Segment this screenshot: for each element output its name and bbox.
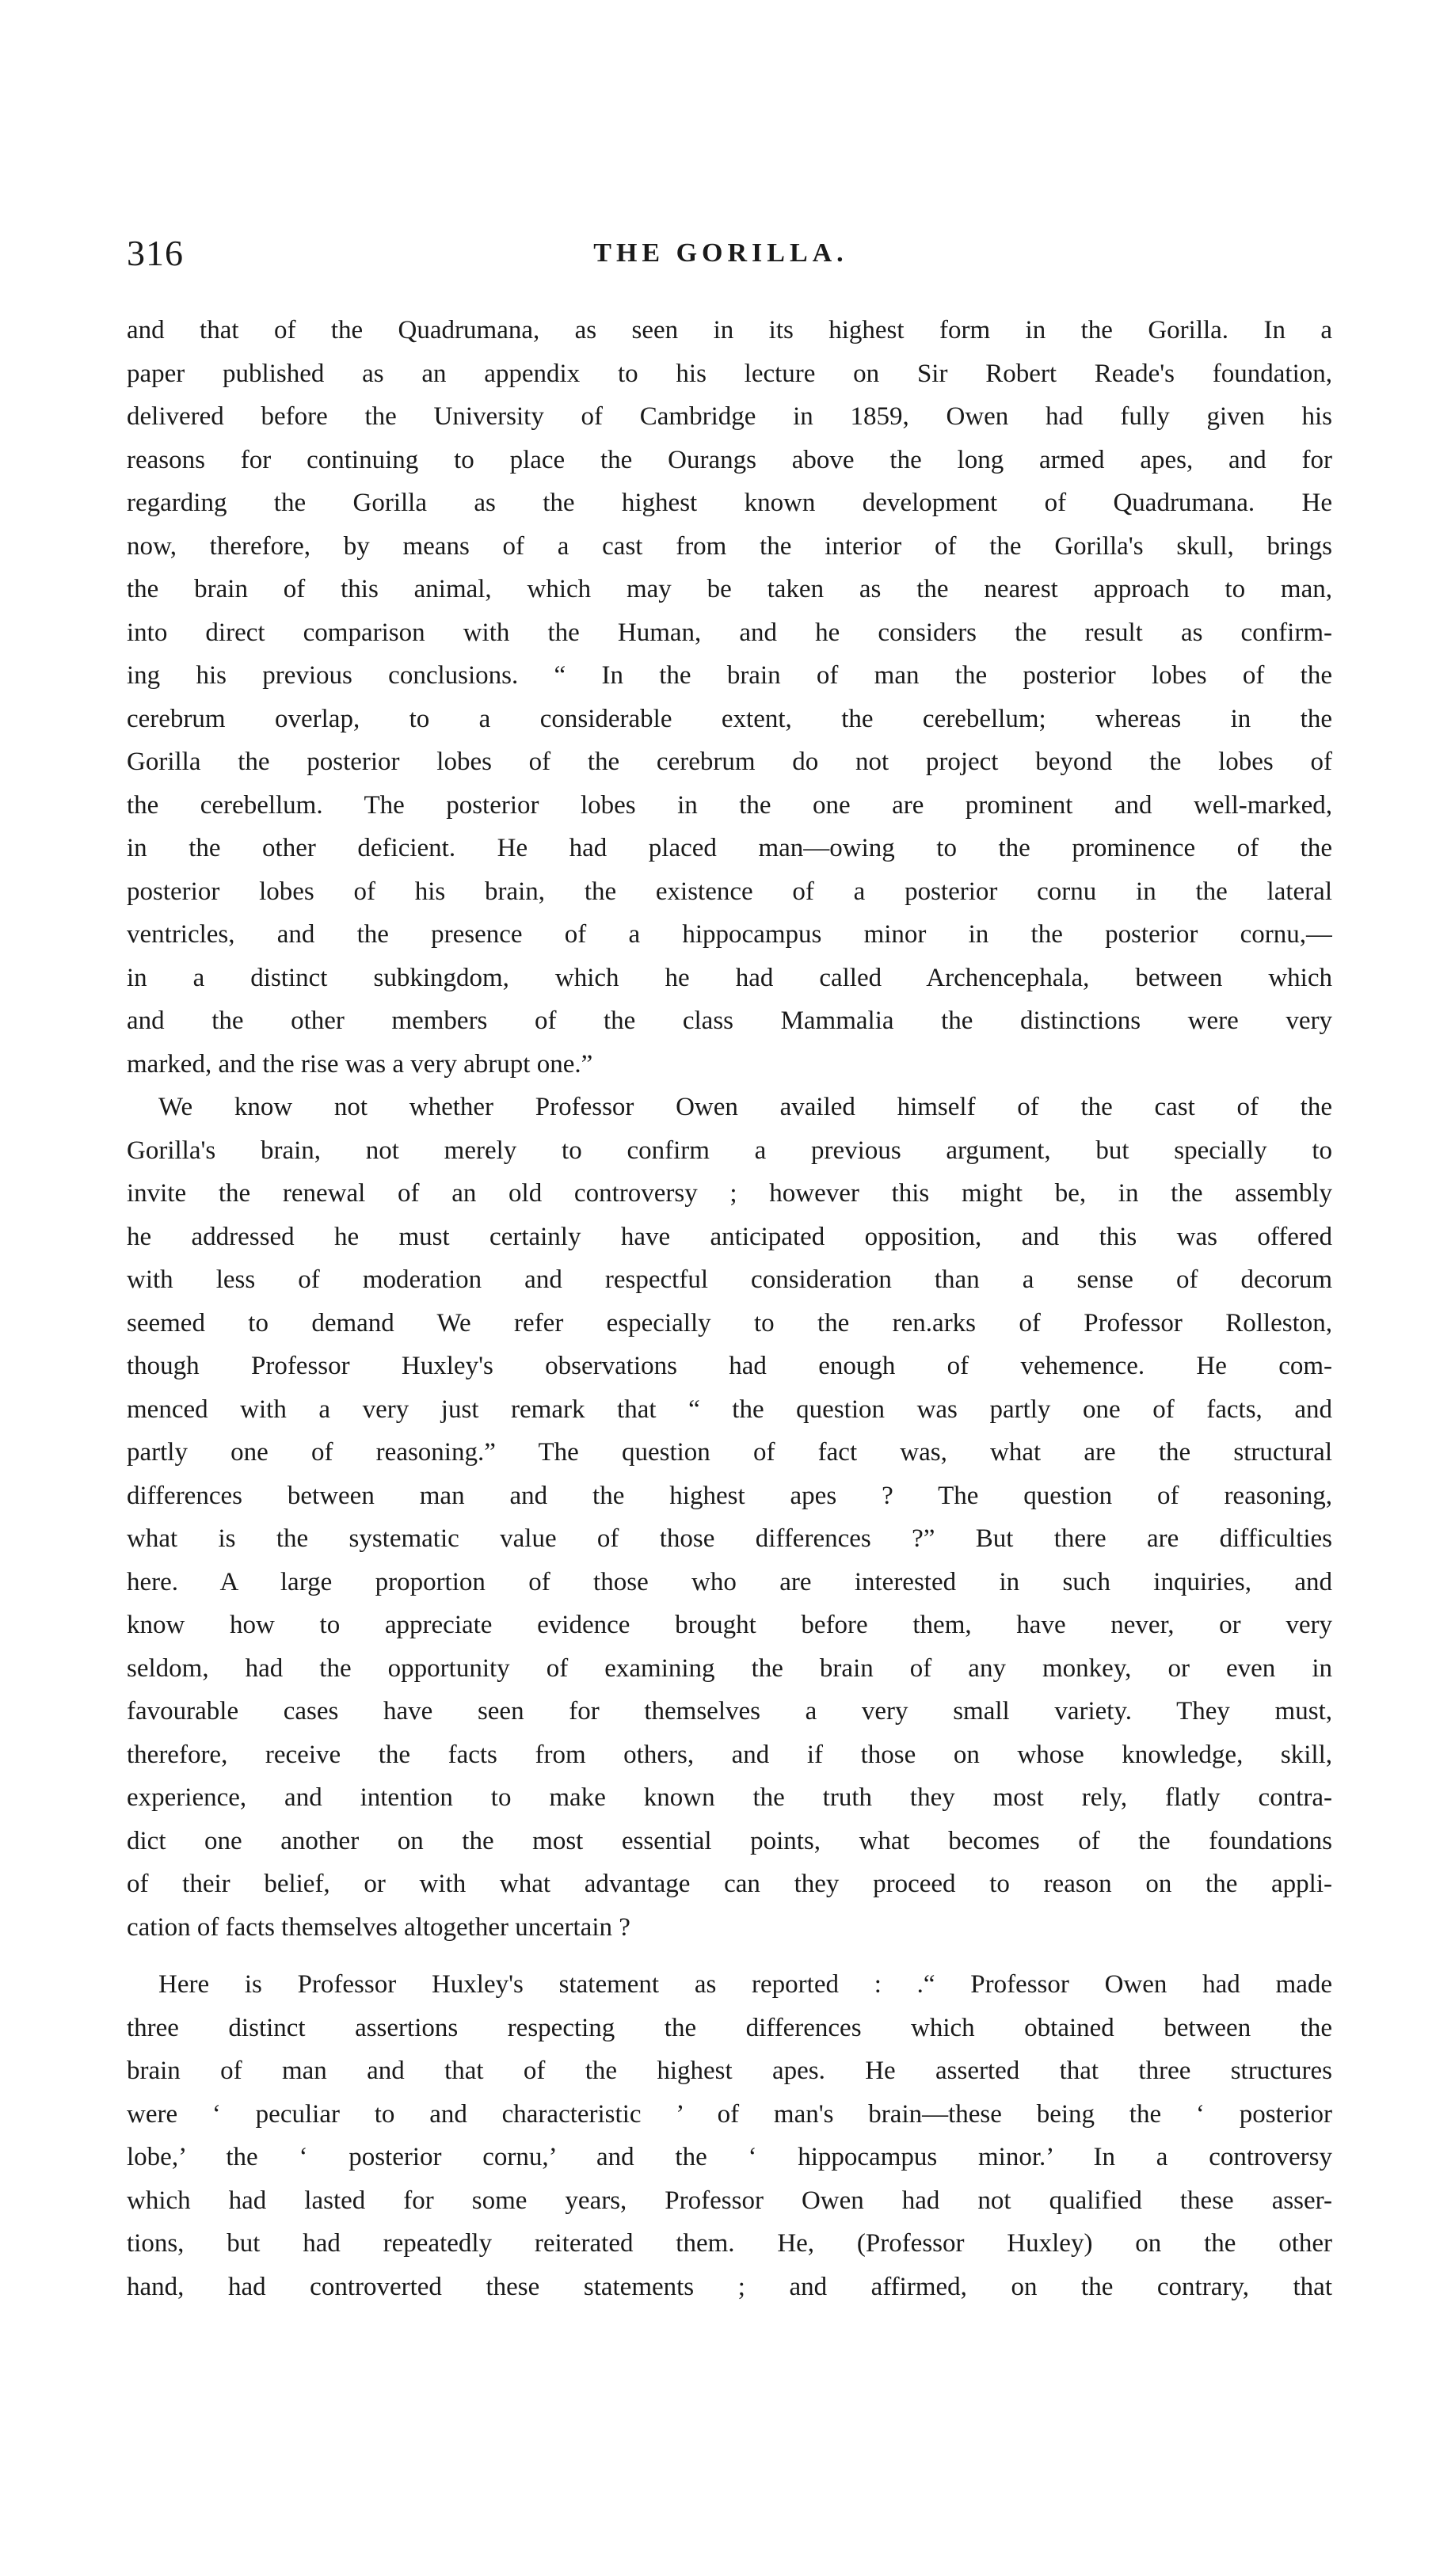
text-line: paper published as an appendix to his lecture on Sir Robert Reade's foundation,	[127, 359, 1332, 388]
text-line: ventricles, and the presence of a hippocampus minor in the posterior cornu,—	[127, 920, 1332, 949]
text-line: and the other members of the class Mammalia the distinctions were very	[127, 1006, 1332, 1035]
text-line: brain of man and that of the highest apes. He asserted that three structures	[127, 2057, 1332, 2085]
text-line: three distinct assertions respecting the differences which obtained between the	[127, 2013, 1332, 2042]
text-line: menced with a very just remark that “ the question was partly one of facts, and	[127, 1395, 1332, 1424]
text-line: Gorilla the posterior lobes of the cerebrum do not project beyond the lobes of	[127, 748, 1332, 776]
text-line: the brain of this animal, which may be taken as the nearest approach to man,	[127, 575, 1332, 603]
text-line: posterior lobes of his brain, the existence of a posterior cornu in the lateral	[127, 877, 1332, 906]
text-line: dict one another on the most essential points, what becomes of the foundations	[127, 1826, 1332, 1855]
text-line: partly one of reasoning.” The question of fact was, what are the structural	[127, 1438, 1332, 1467]
running-title: THE GORILLA.	[593, 238, 848, 268]
text-line: what is the systematic value of those differences ?” But there are difficulties	[127, 1524, 1332, 1553]
text-line: and that of the Quadrumana, as seen in its highest form in the Gorilla. In a	[127, 316, 1332, 344]
text-line: know how to appreciate evidence brought before them, have never, or very	[127, 1611, 1332, 1639]
text-line: hand, had controverted these statements ; and affirmed, on the contrary, that	[127, 2272, 1332, 2301]
text-line: favourable cases have seen for themselves a very small variety. They must,	[127, 1697, 1332, 1726]
text-line: cation of facts themselves altogether uncertain ?	[127, 1912, 630, 1942]
text-line: in a distinct subkingdom, which he had called Archencephala, between which	[127, 963, 1332, 992]
text-line: though Professor Huxley's observations had enough of vehemence. He com-	[127, 1352, 1332, 1380]
text-line: were ‘ peculiar to and characteristic ’ of man's brain—these being the ‘ posterior	[127, 2099, 1332, 2129]
text-line: he addressed he must certainly have anticipated opposition, and this was offered	[127, 1222, 1332, 1251]
text-line: regarding the Gorilla as the highest known development of Quadrumana. He	[127, 489, 1332, 517]
text-line: experience, and intention to make known the truth they most rely, flatly contra-	[127, 1783, 1332, 1812]
text-line: in the other deficient. He had placed man—owing to the prominence of the	[127, 834, 1332, 862]
text-line: therefore, receive the facts from others, and if those on whose knowledge, skill,	[127, 1740, 1332, 1769]
text-line: differences between man and the highest apes ? The question of reasoning,	[127, 1481, 1332, 1510]
text-line: ing his previous conclusions. “ In the brain of man the posterior lobes of the	[127, 661, 1332, 690]
text-line: of their belief, or with what advantage can they proceed to reason on the appli-	[127, 1870, 1332, 1898]
body-text	[127, 309, 1332, 2308]
paragraph-2	[127, 1086, 1332, 1949]
text-line: We know not whether Professor Owen availed himself of the cast of the	[158, 1093, 1332, 1121]
text-line: reasons for continuing to place the Ourangs above the long armed apes, and for	[127, 445, 1332, 474]
paragraph-1	[127, 309, 1332, 1086]
text-line: into direct comparison with the Human, and he considers the result as confirm-	[127, 618, 1332, 647]
text-line: seemed to demand We refer especially to the ren.arks of Professor Rolleston,	[127, 1308, 1332, 1337]
text-line: Gorilla's brain, not merely to confirm a previous argument, but specially to	[127, 1136, 1332, 1165]
text-line: here. A large proportion of those who are interested in such inquiries, and	[127, 1567, 1332, 1596]
text-line: invite the renewal of an old controversy ; however this might be, in the assembly	[127, 1179, 1332, 1208]
paragraph-gap	[127, 1949, 1332, 1963]
text-line: tions, but had repeatedly reiterated them. He, (Professor Huxley) on the other	[127, 2229, 1332, 2258]
paragraph-3	[127, 1963, 1332, 2308]
page-number: 316	[127, 233, 184, 273]
text-line: the cerebellum. The posterior lobes in the one are prominent and well-marked,	[127, 790, 1332, 820]
text-line: which had lasted for some years, Professor Owen had not qualified these asser-	[127, 2186, 1332, 2215]
running-head	[127, 230, 1315, 277]
text-line: marked, and the rise was a very abrupt one.”	[127, 1049, 593, 1079]
text-line: cerebrum overlap, to a considerable extent, the cerebellum; whereas in the	[127, 704, 1332, 733]
text-line: lobe,’ the ‘ posterior cornu,’ and the ‘ hippocampus minor.’ In a controversy	[127, 2143, 1332, 2171]
text-line: with less of moderation and respectful consideration than a sense of decorum	[127, 1265, 1332, 1294]
text-line: seldom, had the opportunity of examining the brain of any monkey, or even in	[127, 1653, 1332, 1683]
text-line: Here is Professor Huxley's statement as reported : .“ Professor Owen had made	[158, 1970, 1332, 1999]
text-line: now, therefore, by means of a cast from the interior of the Gorilla's skull, brings	[127, 531, 1332, 561]
text-line: delivered before the University of Cambridge in 1859, Owen had fully given his	[127, 402, 1332, 431]
